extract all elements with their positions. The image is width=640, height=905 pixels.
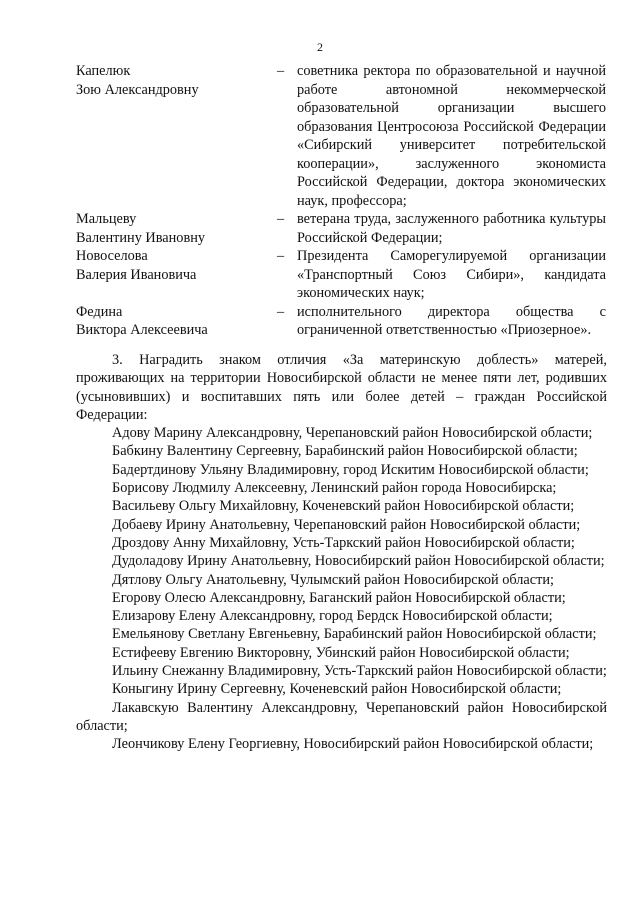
award-given-name: Зою Александровну [76, 81, 199, 98]
award-entry [76, 303, 606, 340]
award-description: советника ректора по образовательной и научной работе автономной некоммерческой образовательной организации высшего образования Центросоюза Российской Федерации «Сибирский университет потребительской кооперации», заслуженного экономиста Российской Федерации, доктора экономических наук, профессора; [297, 63, 606, 209]
award-person-name [76, 62, 281, 99]
mother-entry: Леончикову Елену Георгиевну, Новосибирский район Новосибирской области; [112, 736, 594, 753]
award-dash: – [277, 303, 285, 320]
mother-entry: Дроздову Анну Михайловну, Усть-Таркский район Новосибирской области; [112, 534, 575, 551]
award-entry [76, 210, 606, 247]
award-entry [76, 62, 606, 210]
award-entry [76, 247, 606, 303]
mother-entry: Естифееву Евгению Викторовну, Убинский район Новосибирской области; [112, 644, 570, 661]
mother-entry: Ильину Снежанну Владимировну, Усть-Таркский район Новосибирской области; [112, 663, 607, 680]
mothers-list [76, 424, 607, 753]
award-surname: Мальцеву [76, 211, 137, 227]
section-3 [76, 351, 607, 754]
award-surname: Федина [76, 303, 123, 320]
section-3-intro: 3. Наградить знаком отличия «За материнскую доблесть» матерей, проживающих на территории Новосибирской области не менее пяти лет, родивших (усыновивших) и воспитавших пять или более детей – граждан Российской Федерации: [76, 352, 607, 423]
mother-entry: Коныгину Ирину Сергеевну, Коченевский район Новосибирской области; [112, 681, 562, 698]
award-given-name: Валентину Ивановну [76, 229, 205, 246]
award-dash: – [277, 248, 285, 264]
award-person-name [76, 303, 281, 340]
award-person-name [76, 210, 281, 247]
award-description: Президента Саморегулируемой организации «Транспортный Союз Сибири», кандидата экономических наук; [297, 248, 606, 301]
award-surname: Капелюк [76, 63, 131, 79]
awards-list [76, 62, 606, 340]
mother-entry: Бадертдинову Ульяну Владимировну, город Искитим Новосибирской области; [112, 461, 589, 478]
mother-entry: Бабкину Валентину Сергеевну, Барабинский район Новосибирской области; [112, 443, 578, 460]
award-dash: – [277, 63, 285, 79]
award-surname: Новоселова [76, 248, 148, 264]
mother-entry: Дудоладову Ирину Анатольевну, Новосибирский район Новосибирской области; [112, 553, 605, 570]
award-person-name [76, 247, 281, 284]
mother-entry: Емельянову Светлану Евгеньевну, Барабинский район Новосибирской области; [112, 626, 597, 643]
mother-entry: Борисову Людмилу Алексеевну, Ленинский район города Новосибирска; [112, 480, 557, 497]
award-dash: – [277, 211, 285, 227]
mother-entry: Лакавскую Валентину Александровну, Черепановский район Новосибирской области; [76, 699, 607, 734]
mother-entry: Дятлову Ольгу Анатольевну, Чулымский район Новосибирской области; [112, 571, 554, 588]
award-given-name: Валерия Ивановича [76, 266, 197, 283]
mother-entry: Добаеву Ирину Анатольевну, Черепановский район Новосибирской области; [112, 516, 581, 533]
mother-entry: Адову Марину Александровну, Черепановский район Новосибирской области; [112, 425, 593, 442]
mother-entry: Васильеву Ольгу Михайловну, Коченевский район Новосибирской области; [112, 498, 575, 515]
award-given-name: Виктора Алексеевича [76, 322, 208, 338]
mother-entry: Елизарову Елену Александровну, город Бердск Новосибирской области; [112, 608, 553, 625]
award-description: ветерана труда, заслуженного работника культуры Российской Федерации; [297, 211, 606, 246]
mother-entry: Егорову Олесю Александровну, Баганский район Новосибирской области; [112, 589, 566, 606]
award-description: исполнительного директора общества с ограниченной ответственностью «Приозерное». [297, 303, 606, 338]
page-number: 2 [317, 40, 323, 54]
